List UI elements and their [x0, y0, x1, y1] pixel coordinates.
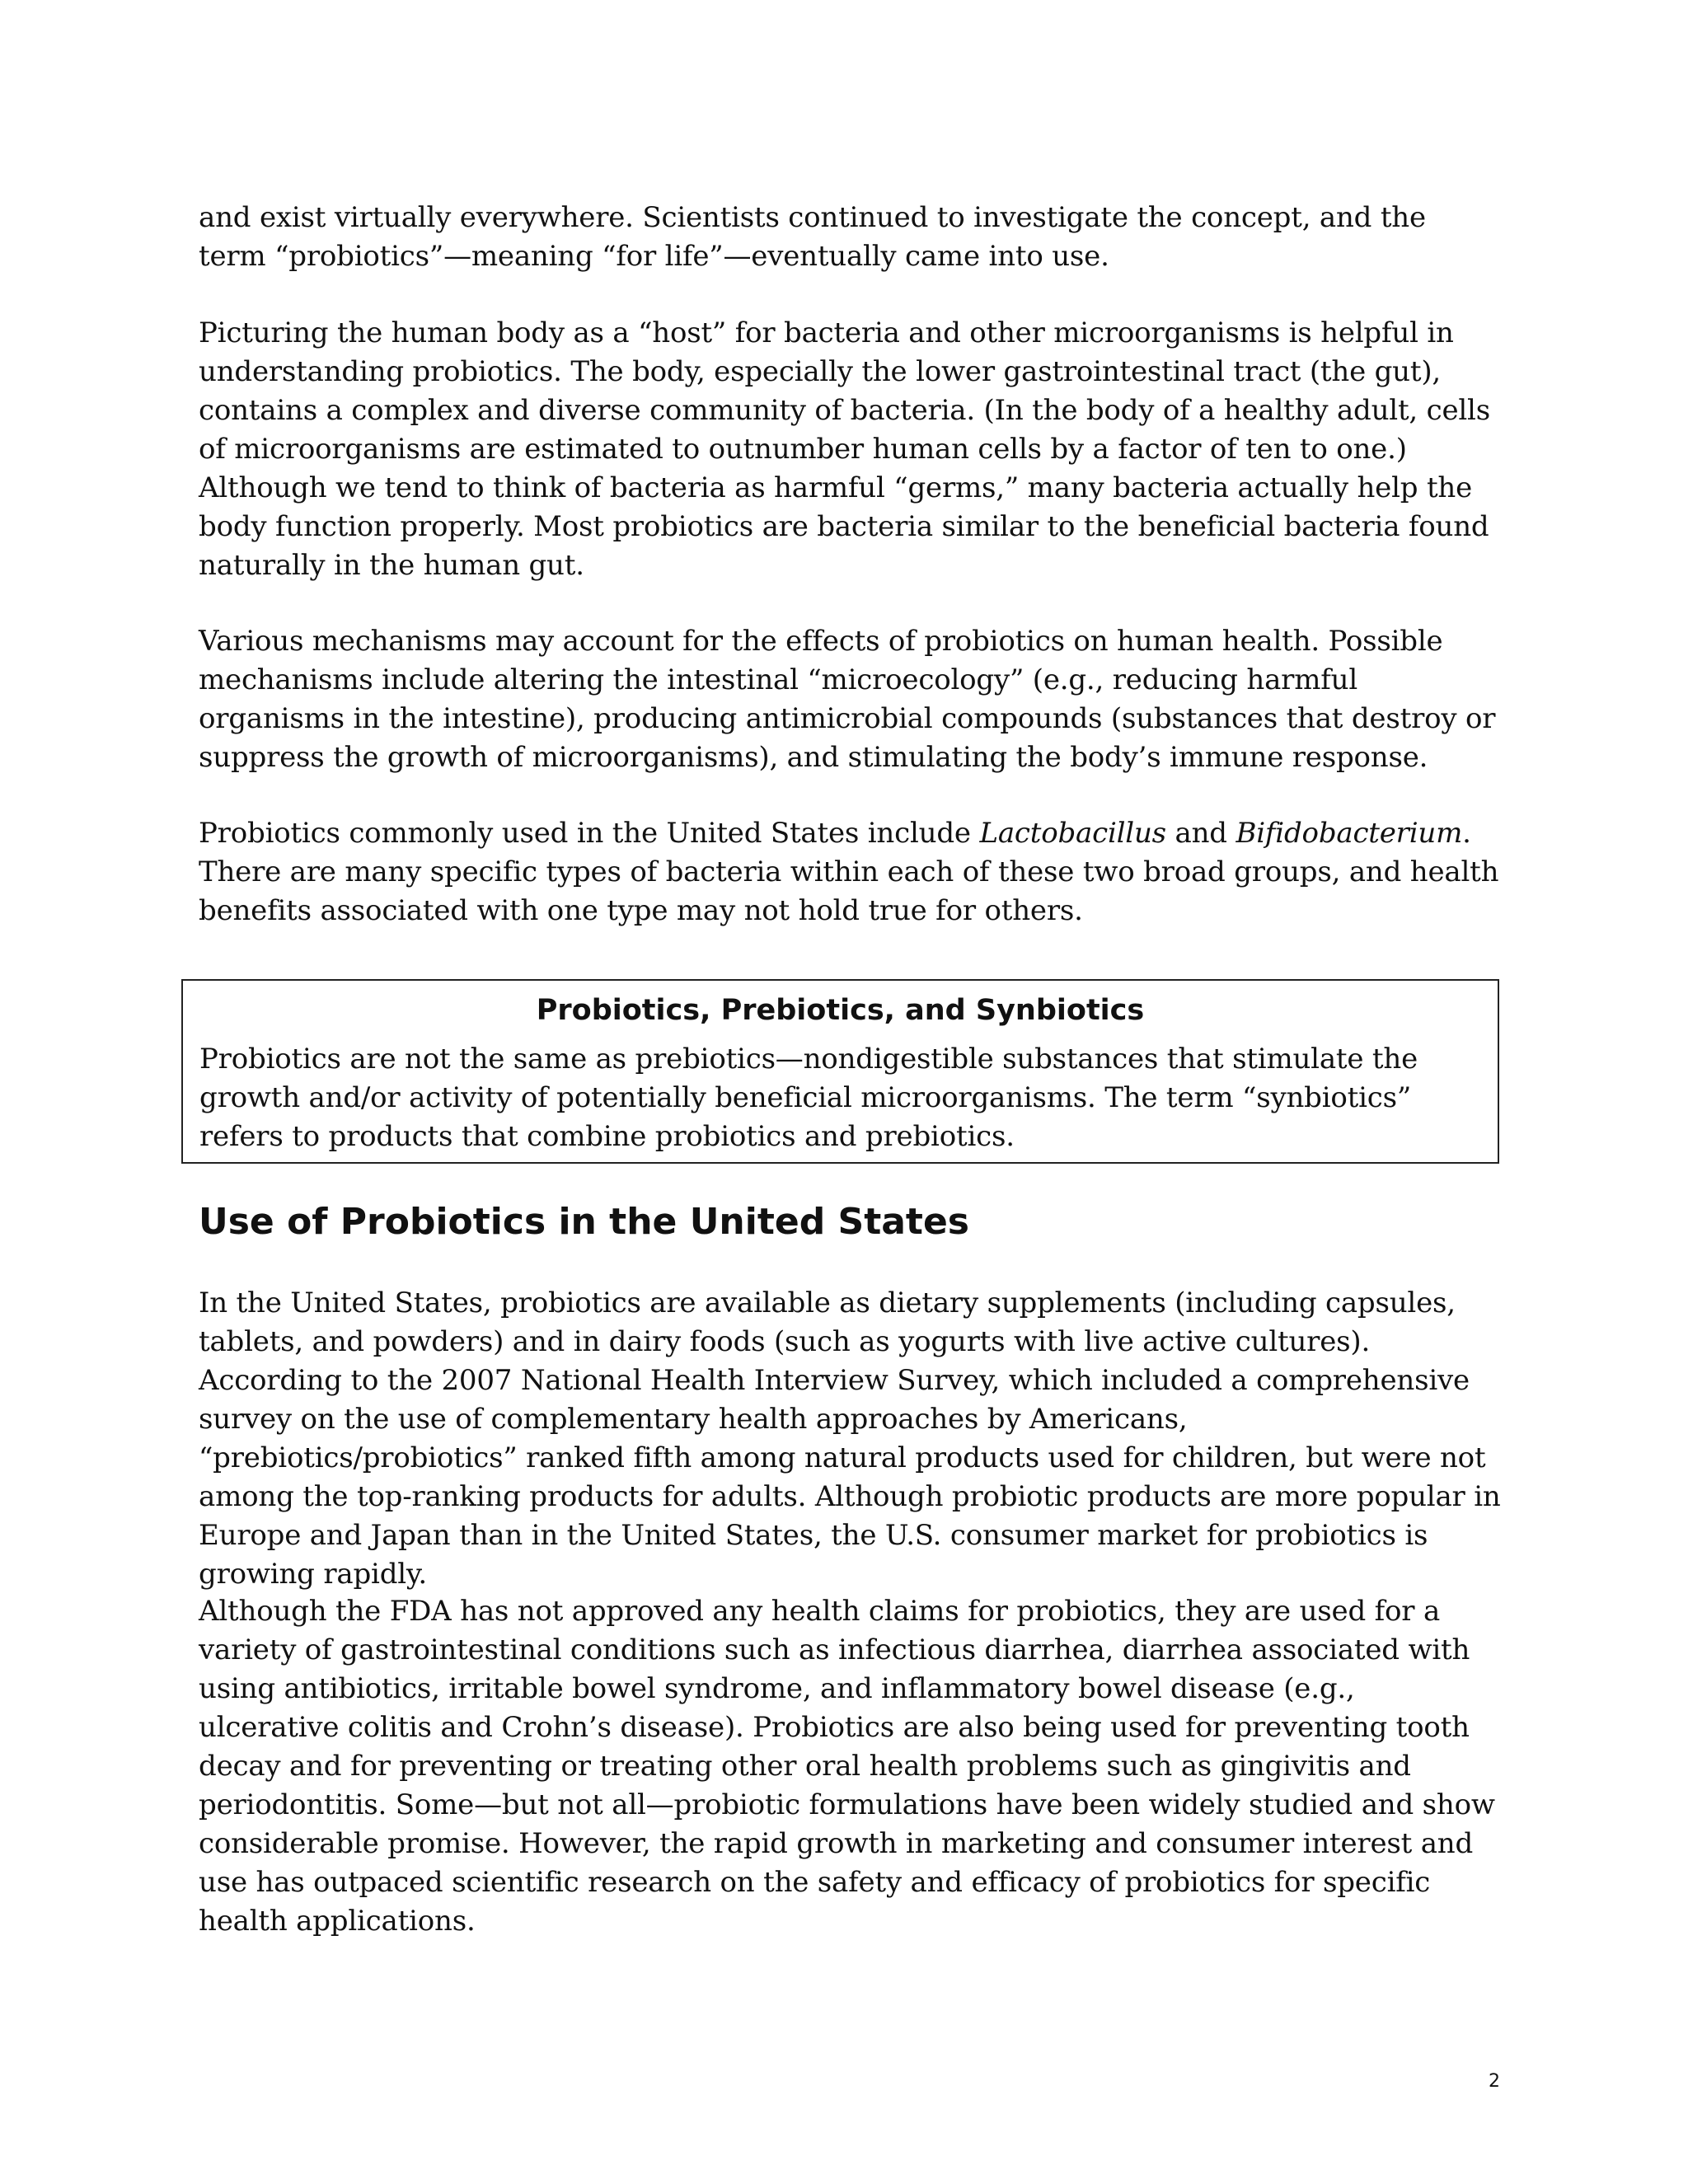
paragraph-common-probiotics — [199, 814, 1501, 930]
paragraph-us-use: In the United States, probiotics are available as dietary supplements (including capsules, tablets, and powders) and in dairy foods (such as yogurts with live active cultures). According to the 2007 National Health Interview Survey, which included a comprehensive survey on the use of complementary health approaches by Americans, “prebiotics/probiotics” ranked fifth among natural products used for children, but were not among the top-ranking products for adults. Although probiotic products are more popular in Europe and Japan than in the United States, the U.S. consumer market for probiotics is growing rapidly. — [199, 1286, 1501, 1591]
paragraph-text-segment: Probiotics commonly used in the United States include — [199, 817, 980, 850]
sidebar-body: Probiotics are not the same as prebiotics—nondigestible substances that stimulate the growth and/or activity of potentially beneficial microorganisms. The term “synbiotics” refers to products that combine probiotics and prebiotics. — [199, 1043, 1418, 1153]
sidebar-box — [181, 979, 1499, 1164]
paragraph-text-segment: . There are many specific types of bacteria within each of these two broad groups, and health benefits associated with one type may not hold true for others. — [199, 817, 1499, 927]
paragraph-intro-continuation: and exist virtually everywhere. Scientists continued to investigate the concept, and the term “probiotics”—meaning “for life”—eventually came into use. — [199, 201, 1426, 273]
section-heading: Use of Probiotics in the United States — [199, 1201, 969, 1243]
paragraph-text-segment: and — [1165, 817, 1236, 850]
paragraph-fda-claims: Although the FDA has not approved any health claims for probiotics, they are used for a variety of gastrointestinal conditions such as infectious diarrhea, diarrhea associated with using antibiotics, irritable bowel syndrome, and inflammatory bowel disease (e.g., ulcerative colitis and Crohn’s disease). Probiotics are also being used for preventing tooth decay and for preventing or treating other oral health problems such as gingivitis and periodontitis. Some—but not all—probiotic formulations have been widely studied and show considerable promise. However, the rapid growth in marketing and consumer interest and use has outpaced scientific research on the safety and efficacy of probiotics for specific health applications. — [199, 1595, 1495, 1938]
genus-name-bifidobacterium: Bifidobacterium — [1236, 817, 1463, 850]
page-number: 2 — [1489, 2071, 1500, 2092]
paragraph-human-host: Picturing the human body as a “host” for bacteria and other microorganisms is helpful in understanding probiotics. The body, especially the lower gastrointestinal tract (the gut), contains a complex and diverse community of bacteria. (In the body of a healthy adult, cells of microorganisms are estimated to outnumber human cells by a factor of ten to one.) Although we tend to think of bacteria as harmful “germs,” many bacteria actually help the body function properly. Most probiotics are bacteria similar to the beneficial bacteria found naturally in the human gut. — [199, 316, 1490, 582]
paragraph-mechanisms: Various mechanisms may account for the effects of probiotics on human health. Possible mechanisms include altering the intestinal “microecology” (e.g., reducing harmful organisms in the intestine), producing antimicrobial compounds (substances that destroy or suppress the growth of microorganisms), and stimulating the body’s immune response. — [199, 625, 1496, 774]
genus-name-lactobacillus: Lactobacillus — [979, 817, 1166, 850]
sidebar-title: Probiotics, Prebiotics, and Synbiotics — [536, 994, 1145, 1027]
